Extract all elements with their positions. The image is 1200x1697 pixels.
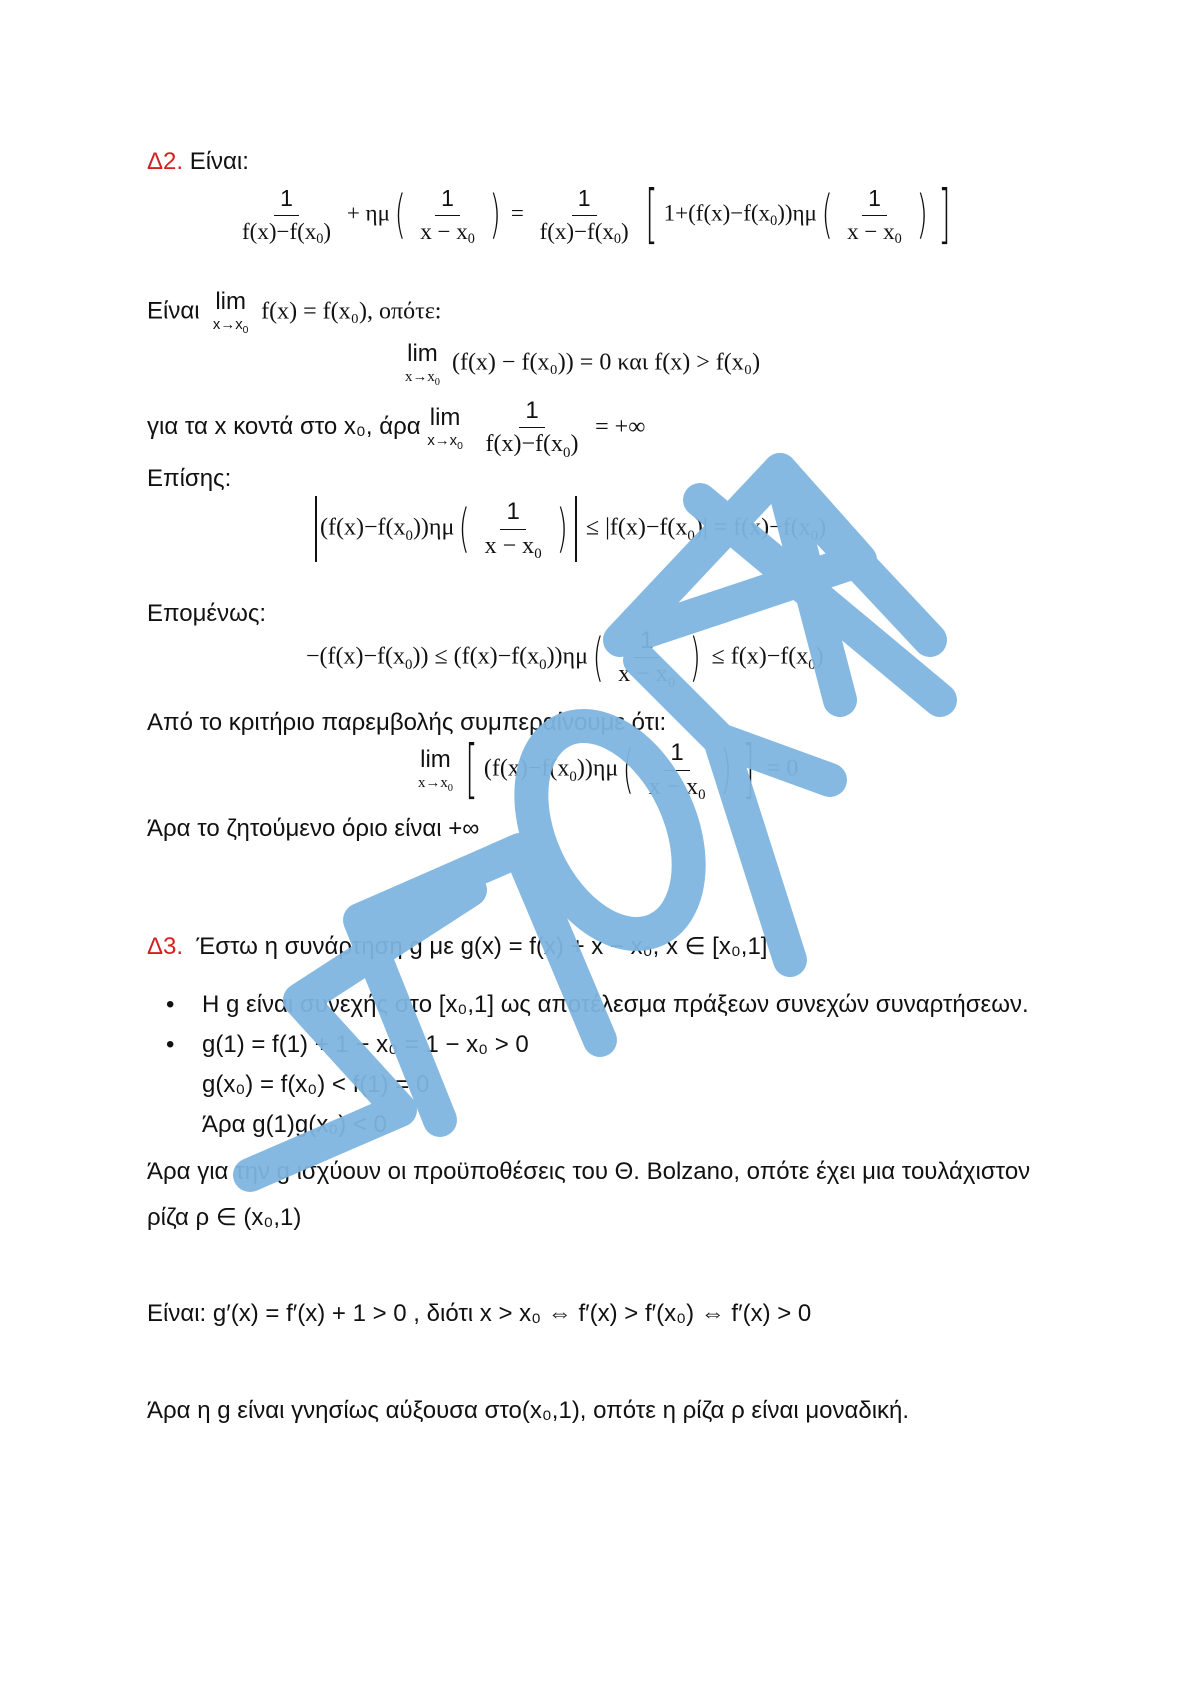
- d2-lim-intro: Είναι: [147, 297, 200, 325]
- d3-label: Δ3.: [147, 933, 184, 960]
- d2-lim-cond: f(x) = f(x₀), οπότε:: [261, 298, 442, 325]
- lim-operator: lim $x\to x_0$: [418, 745, 453, 794]
- d2-eq-infinity: = +∞: [595, 414, 646, 441]
- lim-operator: lim $x\to x_0$: [212, 288, 249, 336]
- lim-operator: lim $x\to x_0$: [427, 403, 463, 452]
- d2-label: Δ2.: [147, 148, 184, 175]
- d2-therefore: Επομένως:: [147, 600, 267, 627]
- d2-limit-zero: lim $x\to x_0$ [ $(f(x)-f(x_0))\eta\mu$( $\frac{1}{x - x_0}$ ) ] = 0: [418, 733, 799, 807]
- d2-lim-line: (f(x) − f(x₀)) = 0 και f(x) > f(x₀): [451, 349, 761, 376]
- d3-heading: [147, 932, 767, 961]
- d3-root: ρίζα ρ ∈ (x₀,1): [147, 1204, 302, 1231]
- d2-limit-line: [405, 340, 760, 388]
- d2-criterion: Από το κριτήριο παρεμβολής συμπεραίνουμε ότι:: [147, 709, 667, 736]
- d3-monotone: Άρα η g είναι γνησίως αύξουσα στο(x₀,1), οπότε η ρίζα ρ είναι μοναδική.: [147, 1397, 910, 1424]
- d3-bolzano: Άρα για την g ισχύουν οι προϋποθέσεις του Θ. Bolzano, οπότε έχει μια τουλάχιστον: [147, 1158, 1031, 1185]
- d3-derivative: Είναι: g′(x) = f′(x) + 1 > 0 , διότι x > x₀ ⇔ f′(x) > f′(x₀) ⇔ f′(x) > 0: [147, 1300, 812, 1327]
- d2-equation-1: $\frac{1}{f(x)-f(x_0)}$ + ημ( $\frac{1}{x - x_0}$ ) = $\frac{1}{f(x)-f(x_0)}$ [ $1+(f(x)-f(x_0))\eta\mu$( $\frac{1}{x - x_0}$ ) ]: [242, 178, 951, 252]
- d3-bullet-2-line-2: g(x₀) = f(x₀) < f(1) = 0: [202, 1071, 430, 1098]
- d3-bullet-2-line-3: Άρα g(1)g(x₀) < 0: [202, 1111, 387, 1138]
- d2-limit-condition: [147, 288, 441, 336]
- d2-sandwich: $-(f(x)-f(x_0)) \le (f(x)-f(x_0))\eta\mu$( $\frac{1}{x - x_0}$ ) ≤ $f(x)-f(x_0)$: [306, 627, 824, 691]
- d2-heading: [147, 148, 249, 176]
- d3-bullet-1: • Η g είναι συνεχής στο [x₀,1] ως αποτέλεσμα πράξεων συνεχών συναρτήσεων.: [166, 985, 1029, 1025]
- lim-operator: lim $x\to x_0$: [405, 340, 440, 388]
- d2-also: Επίσης:: [147, 465, 232, 492]
- d2-intro: Είναι:: [189, 148, 249, 175]
- d3-bullet-list: [166, 985, 1029, 1145]
- d2-near-text: για τα x κοντά στο x₀, άρα: [147, 413, 421, 441]
- d3-bullet-2: • g(1) = f(1) + 1 − x₀ = 1 − x₀ > 0: [166, 1025, 1029, 1065]
- d3-intro: Έστω η συνάρτηση g με g(x) = f(x) + x − x₀, x ∈ [x₀,1]: [196, 933, 768, 960]
- d2-abs-inequality: $(f(x)-f(x_0))\eta\mu$( $\frac{1}{x - x_0}$ ) ≤ $|f(x)-f(x_0)| = f(x)-f(x_0)$: [312, 496, 826, 562]
- d2-near-line: για τα x κοντά στο x₀, άρα lim $x\to x_0$ $\frac{1}{f(x)-f(x_0)}$ = +∞: [147, 397, 646, 461]
- d2-conclusion: Άρα το ζητούμενο όριο είναι +∞: [147, 815, 480, 842]
